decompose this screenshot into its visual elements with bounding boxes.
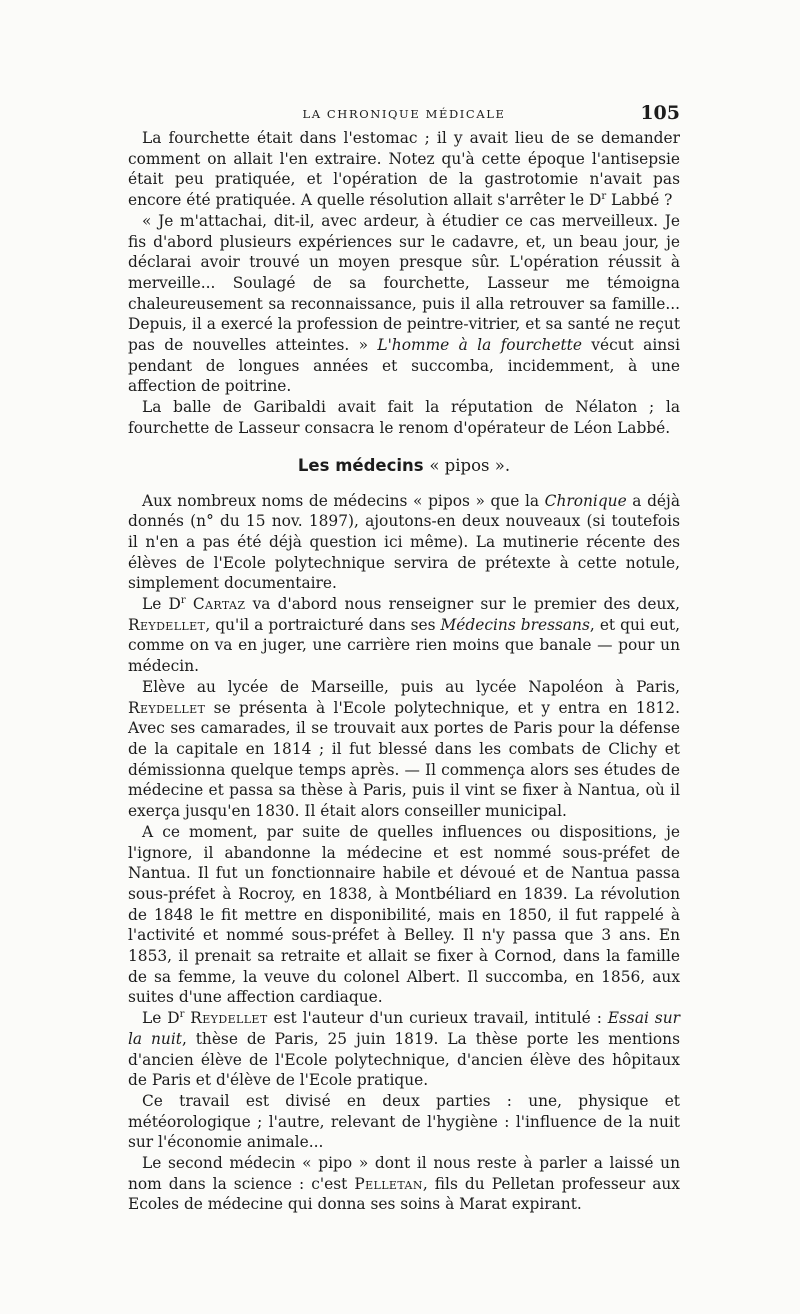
article-body	[128, 128, 680, 1215]
paragraph: Le $D^r$ Cartaz va d'abord nous renseigner sur le premier des deux, Reydellet, qu'il a portraicturé dans ses Médecins bressans, et qui eut, comme on va en juger, une carrière rien moins que banale — pour un médecin.	[128, 594, 680, 676]
paragraph: Elève au lycée de Marseille, puis au lycée Napoléon à Paris, Reydellet se présenta à l'Ecole polytechnique, et y entra en 1812. Avec ses camarades, il se trouvait aux portes de Paris pour la défense de la capitale en 1814 ; il fut blessé dans les combats de Clichy et démissionna quelque temps après. — Il commença alors ses études de médecine et passa sa thèse à Paris, puis il vint se fixer à Nantua, où il exerça jusqu'en 1830. Il était alors conseiller municipal.	[128, 677, 680, 821]
paragraph: Le $D^r$ Reydellet est l'auteur d'un curieux travail, intitulé : Essai sur la nuit, thèse de Paris, 25 juin 1819. La thèse porte les mentions d'ancien élève de l'Ecole polytechnique, d'ancien élève des hôpitaux de Paris et d'élève de l'Ecole pratique.	[128, 1009, 680, 1090]
page-number: 105	[640, 102, 680, 124]
paragraph: La fourchette était dans l'estomac ; il y avait lieu de se demander comment on allait l'en extraire. Notez qu'à cette époque l'antisepsie était peu pratiquée, et l'opération de la gastrotomie n'avait pas encore été pratiquée. A quelle résolution allait s'arrêter le $D^r$ Labbé ?	[128, 129, 680, 210]
section-heading: Les médecins « pipos ».	[297, 455, 511, 475]
running-title: LA CHRONIQUE MÉDICALE	[302, 107, 506, 121]
paragraph: A ce moment, par suite de quelles influences ou dispositions, je l'ignore, il abandonne la médecine et est nommé sous-préfet de Nantua. Il fut un fonctionnaire habile et dévoué et de Nantua passa sous-préfet à Rocroy, en 1838, à Montbéliard en 1839. La révolution de 1848 le fit mettre en disponibilité, mais en 1850, il fut rappelé à l'activité et nommé sous-préfet à Belley. Il n'y passa que 3 ans. En 1853, il prenait sa retraite et allait se fixer à Cornod, dans la famille de sa femme, la veuve du colonel Albert. Il succomba, en 1856, aux suites d'une affection cardiaque.	[128, 822, 680, 1007]
paragraph: « Je m'attachai, dit-il, avec ardeur, à étudier ce cas merveilleux. Je fis d'abord plusieurs expériences sur le cadavre, et, un beau jour, je déclarai avoir trouvé un moyen presque sûr. L'opération réussit à merveille... Soulagé de sa fourchette, Lasseur me témoigna chaleureusement sa reconnaissance, puis il alla retrouver sa famille... Depuis, il a exercé la profession de peintre-vitrier, et sa santé ne reçut pas de nouvelles atteintes. » L'homme à la fourchette vécut ainsi pendant de longues années et succomba, incidemment, à une affection de poitrine.	[128, 211, 680, 396]
paragraph: La balle de Garibaldi avait fait la réputation de Nélaton ; la fourchette de Lasseur consacra le renom d'opérateur de Léon Labbé.	[128, 398, 680, 437]
paragraph: Aux nombreux noms de médecins « pipos » que la Chronique a déjà donnés (n° du 15 nov. 1897), ajoutons-en deux nouveaux (si toutefois il n'en a pas été déjà question ici même). La mutinerie récente des élèves de l'Ecole polytechnique servira de prétexte à cette notule, simplement documentaire.	[128, 491, 680, 593]
paragraph: Le second médecin « pipo » dont il nous reste à parler a laissé un nom dans la science : c'est Pelletan, fils du Pelletan professeur aux Ecoles de médecine qui donna ses soins à Marat expirant.	[128, 1154, 680, 1214]
paragraph: Ce travail est divisé en deux parties : une, physique et météorologique ; l'autre, relevant de l'hygiène : l'influence de la nuit sur l'économie animale...	[128, 1091, 680, 1152]
running-head	[128, 102, 680, 126]
